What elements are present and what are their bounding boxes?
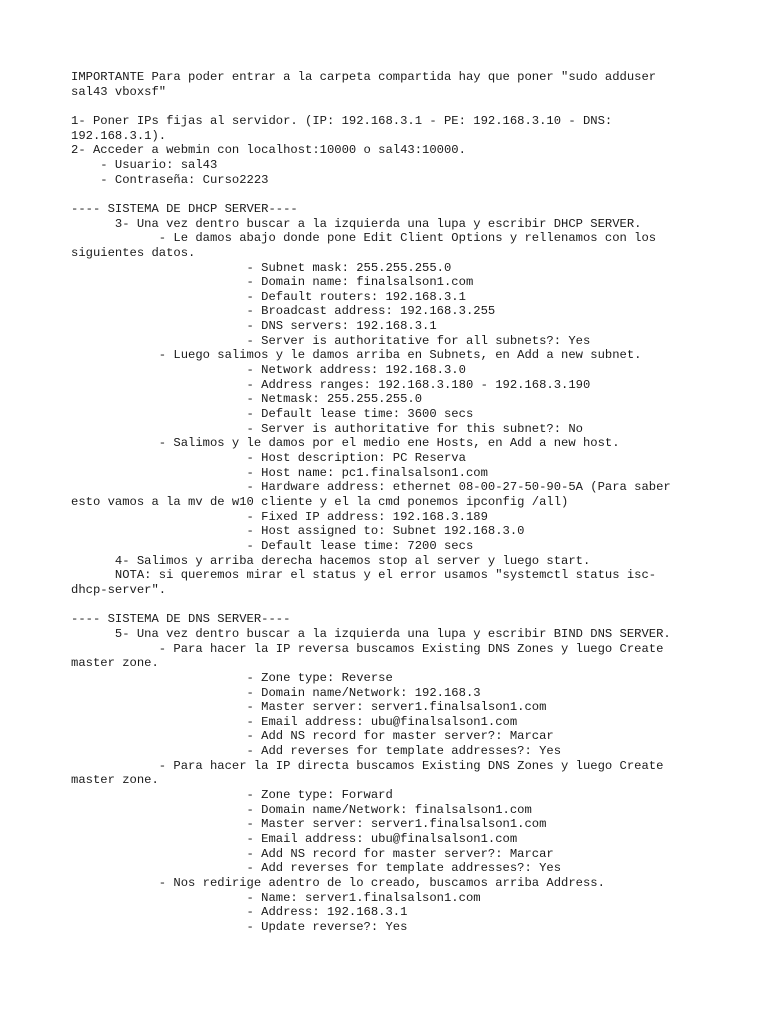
text-line: - Nos redirige adentro de lo creado, buscamos arriba Address. bbox=[71, 876, 605, 891]
text-line: NOTA: si queremos mirar el status y el error usamos "systemctl status isc- bbox=[71, 568, 657, 583]
text-line: 3- Una vez dentro buscar a la izquierda una lupa y escribir DHCP SERVER. bbox=[71, 216, 642, 231]
text-line: esto vamos a la mv de w10 cliente y el la cmd ponemos ipconfig /all) bbox=[71, 495, 569, 509]
text-line: 2- Acceder a webmin con localhost:10000 o sal43:10000. bbox=[71, 143, 466, 158]
text-line: - Fixed IP address: 192.168.3.189 bbox=[71, 509, 488, 524]
text-line bbox=[71, 598, 701, 613]
text-line: - Name: server1.finalsalson1.com bbox=[71, 890, 481, 905]
text-line: - Address: 192.168.3.1 bbox=[71, 905, 408, 920]
text-line: - Zone type: Reverse bbox=[71, 670, 393, 685]
text-line bbox=[71, 99, 701, 114]
text-line: - Default routers: 192.168.3.1 bbox=[71, 289, 466, 304]
text-line: 192.168.3.1). bbox=[71, 128, 167, 143]
text-line: IMPORTANTE Para poder entrar a la carpeta compartida hay que poner "sudo adduser bbox=[71, 70, 657, 84]
text-line: - Contraseña: Curso2223 bbox=[71, 172, 269, 187]
text-line: - Luego salimos y le damos arriba en Subnets, en Add a new subnet. bbox=[71, 348, 642, 363]
text-line: master zone. bbox=[71, 773, 159, 788]
text-line: - Add NS record for master server?: Marcar bbox=[71, 846, 554, 861]
text-line: - Add NS record for master server?: Marcar bbox=[71, 729, 554, 744]
text-line: - Add reverses for template addresses?: Yes bbox=[71, 861, 562, 876]
text-line: - Email address: ubu@finalsalson1.com bbox=[71, 832, 518, 847]
text-line: - Domain name/Network: 192.168.3 bbox=[71, 685, 481, 700]
text-line: - Usuario: sal43 bbox=[71, 157, 218, 172]
text-line: - Email address: ubu@finalsalson1.com bbox=[71, 714, 518, 729]
text-line: 5- Una vez dentro buscar a la izquierda una lupa y escribir BIND DNS SERVER. bbox=[71, 626, 671, 641]
text-line: - Master server: server1.finalsalson1.com bbox=[71, 817, 547, 832]
text-line bbox=[71, 187, 701, 202]
text-line: master zone. bbox=[71, 656, 159, 671]
text-line: - Subnet mask: 255.255.255.0 bbox=[71, 260, 452, 275]
text-line: - Default lease time: 7200 secs bbox=[71, 538, 474, 553]
text-line: - Server is authoritative for all subnets?: Yes bbox=[71, 333, 591, 348]
text-line: - DNS servers: 192.168.3.1 bbox=[71, 319, 437, 334]
text-line: - Add reverses for template addresses?: Yes bbox=[71, 744, 562, 759]
text-line: - Host assigned to: Subnet 192.168.3.0 bbox=[71, 524, 525, 539]
text-line: - Salimos y le damos por el medio ene Hosts, en Add a new host. bbox=[71, 436, 620, 451]
text-line: - Domain name: finalsalson1.com bbox=[71, 275, 474, 290]
text-line: ---- SISTEMA DE DHCP SERVER---- bbox=[71, 201, 298, 216]
text-line: - Le damos abajo donde pone Edit Client Options y rellenamos con los bbox=[71, 231, 657, 246]
text-line: ---- SISTEMA DE DNS SERVER---- bbox=[71, 612, 291, 627]
text-line: - Address ranges: 192.168.3.180 - 192.168.3.190 bbox=[71, 377, 591, 392]
text-line: dhcp-server". bbox=[71, 582, 167, 597]
text-line: - Hardware address: ethernet 08-00-27-50-90-5A (Para saber bbox=[71, 480, 671, 495]
text-line: - Network address: 192.168.3.0 bbox=[71, 363, 466, 378]
text-line: - Para hacer la IP directa buscamos Existing DNS Zones y luego Create bbox=[71, 758, 664, 773]
text-line: - Master server: server1.finalsalson1.com bbox=[71, 700, 547, 715]
text-line: - Domain name/Network: finalsalson1.com bbox=[71, 802, 532, 817]
text-line: - Para hacer la IP reversa buscamos Existing DNS Zones y luego Create bbox=[71, 641, 664, 656]
document-body bbox=[71, 70, 701, 935]
text-line: - Server is authoritative for this subnet?: No bbox=[71, 421, 583, 436]
text-line: - Netmask: 255.255.255.0 bbox=[71, 392, 423, 407]
text-line: - Host name: pc1.finalsalson1.com bbox=[71, 465, 488, 480]
text-line: - Host description: PC Reserva bbox=[71, 451, 466, 466]
text-line: - Default lease time: 3600 secs bbox=[71, 407, 474, 422]
text-line: - Broadcast address: 192.168.3.255 bbox=[71, 304, 496, 319]
text-line: siguientes datos. bbox=[71, 245, 196, 260]
text-line: sal43 vboxsf" bbox=[71, 84, 167, 99]
text-line: - Zone type: Forward bbox=[71, 788, 393, 803]
text-line: 4- Salimos y arriba derecha hacemos stop al server y luego start. bbox=[71, 553, 591, 568]
text-line: - Update reverse?: Yes bbox=[71, 920, 408, 935]
text-line: 1- Poner IPs fijas al servidor. (IP: 192.168.3.1 - PE: 192.168.3.10 - DNS: bbox=[71, 113, 613, 128]
